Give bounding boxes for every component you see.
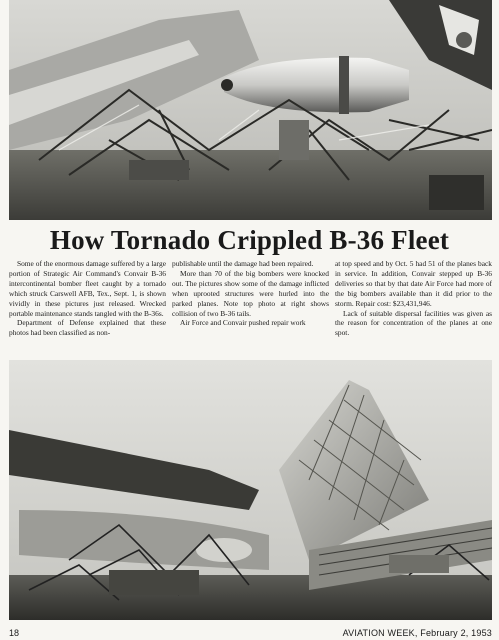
wreckage-photo-top xyxy=(9,0,492,220)
col3-paragraph-1: at top speed and by Oct. 5 had 51 of the planes back in service. In addition, Convair stepped up B-36 deliveries so that by that date Air Force had more of the big bombers available than it did prior to the storm. Repair cost: $23,431,946. xyxy=(335,259,492,308)
article-body xyxy=(9,259,492,355)
article-column-3 xyxy=(335,259,492,355)
photo-bottom-tail-collision xyxy=(9,360,492,620)
col3-paragraph-2: Lack of suitable dispersal facilities was given as the reason for concentration of the planes at one spot. xyxy=(335,308,492,338)
publication-line: AVIATION WEEK, February 2, 1953 xyxy=(342,628,492,638)
col1-paragraph-2: Department of Defense explained that these photos had been classified as non- xyxy=(9,318,166,338)
photo-top-wreckage xyxy=(9,0,492,220)
page-footer xyxy=(9,624,492,638)
col2-paragraph-3: Air Force and Convair pushed repair work xyxy=(180,318,306,328)
col1-paragraph-1: Some of the enormous damage suffered by a large portion of Strategic Air Command's Convair B-36 intercontinental bomber fleet caught by a tornado which struck Carswell AFB, Tex., Sept. 1, is shown vividly in these pictures just released. Wrecked portable maintenance stands tangled with the B-36s. xyxy=(9,259,166,318)
article-headline: How Tornado Crippled B-36 Fleet xyxy=(49,225,450,255)
col2-paragraph-2: More than 70 of the big bombers were knocked out. The pictures show some of the damage inflicted when uprooted structures were hurled into the parked planes. Note top photo at right shows collision of two B-36 tails. xyxy=(172,268,329,318)
article-column-1 xyxy=(9,259,166,355)
page-number: 18 xyxy=(9,628,20,638)
wreckage-photo-bottom xyxy=(9,360,492,620)
col2-paragraph-1: publishable until the damage had been repaired. xyxy=(172,259,314,268)
article-column-2 xyxy=(172,259,329,355)
